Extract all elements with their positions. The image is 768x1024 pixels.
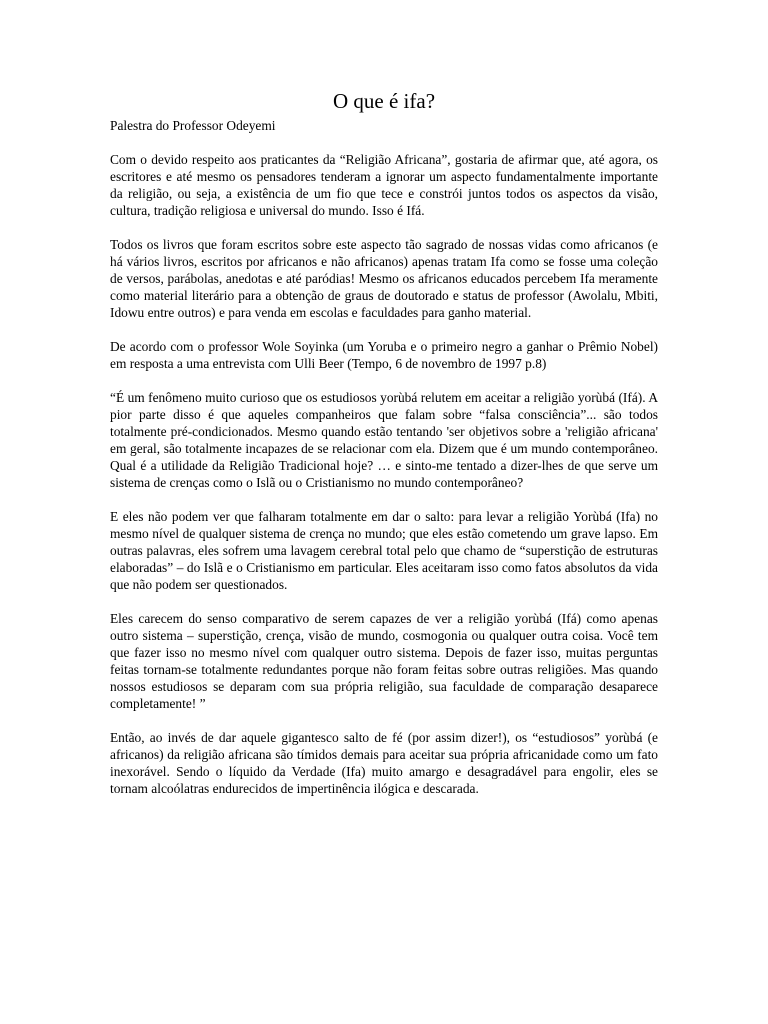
- document-subtitle: Palestra do Professor Odeyemi: [110, 118, 276, 133]
- paragraph-5: E eles não podem ver que falharam totalmente em dar o salto: para levar a religião Yorùbá (Ifa) no mesmo nível de qualquer sistema de crença no mundo; que eles estão cometendo um grave lapso. Em outras palavras, eles sofrem uma lavagem cerebral total pelo que chamo de “superstição de estruturas elaboradas” – do Islã e o Cristianismo em particular. Eles aceitaram isso como fatos absolutos da vida que não podem ser questionados.: [110, 509, 658, 592]
- document-title: O que é ifa?: [332, 89, 436, 113]
- paragraph-4-quote: “É um fenômeno muito curioso que os estudiosos yorùbá relutem em aceitar a religião yorùbá (Ifá). A pior parte disso é que aqueles companheiros que falam sobre “falsa consciência”... são todos totalmente pré-condicionados. Mesmo quando estão tentando 'ser objetivos sobre a 'religião africana' em geral, são totalmente incapazes de se relacionar com ela. Dizem que é um mundo contemporâneo. Qual é a utilidade da Religião Tradicional hoje? … e sinto-me tentado a dizer-lhes de que serve um sistema de crenças como o Islã ou o Cristianismo no mundo contemporâneo?: [110, 390, 658, 490]
- paragraph-6: Eles carecem do senso comparativo de serem capazes de ver a religião yorùbá (Ifá) como apenas outro sistema – superstição, crença, visão de mundo, cosmogonia ou qualquer outra coisa. Você tem que fazer isso no mesmo nível com qualquer outro sistema. Depois de fazer isso, muitas perguntas feitas tornam-se totalmente redundantes porque não foram feitas sobre outras religiões. Mas quando nossos estudiosos se deparam com sua própria religião, sua faculdade de comparação desaparece completamente! ”: [110, 611, 658, 711]
- paragraph-3: De acordo com o professor Wole Soyinka (um Yoruba e o primeiro negro a ganhar o Prêmio Nobel) em resposta a uma entrevista com Ulli Beer (Tempo, 6 de novembro de 1997 p.8): [110, 339, 658, 371]
- paragraph-7: Então, ao invés de dar aquele gigantesco salto de fé (por assim dizer!), os “estudiosos” yorùbá (e africanos) da religião africana são tímidos demais para aceitar sua própria africanidade como um fato inexorável. Sendo o líquido da Verdade (Ifa) muito amargo e desagradável para engolir, eles se tornam alcoólatras endurecidos de impertinência ilógica e descarada.: [110, 730, 658, 796]
- paragraph-2: Todos os livros que foram escritos sobre este aspecto tão sagrado de nossas vidas como africanos (e há vários livros, escritos por africanos e não africanos) apenas tratam Ifa como se fosse uma coleção de versos, parábolas, anedotas e até paródias! Mesmo os africanos educados percebem Ifa meramente como material literário para a obtenção de graus de doutorado e status de professor (Awolalu, Mbiti, Idowu entre outros) e para venda em escolas e faculdades para ganho material.: [110, 237, 658, 320]
- paragraph-1: Com o devido respeito aos praticantes da “Religião Africana”, gostaria de afirmar que, até agora, os escritores e até mesmo os pensadores tenderam a ignorar um aspecto fundamentalmente importante da religião, ou seja, a existência de um fio que tece e constrói juntos todos os aspectos da visão, cultura, tradição religiosa e universal do mundo. Isso é Ifá.: [110, 152, 658, 218]
- document-page: [110, 88, 658, 814]
